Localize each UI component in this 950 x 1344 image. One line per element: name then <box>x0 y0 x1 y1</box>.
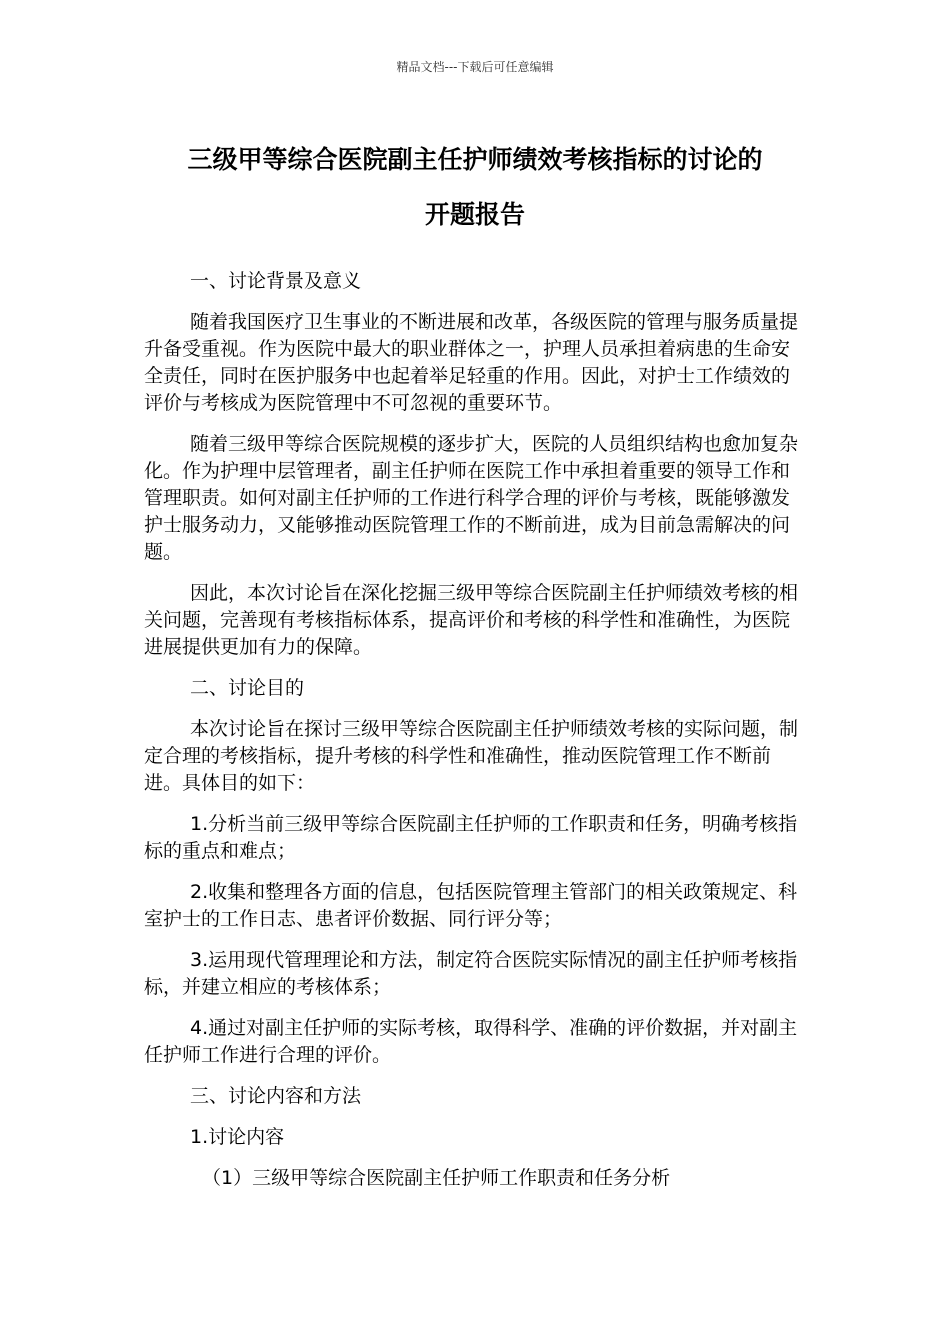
list-item: （1）三级甲等综合医院副主任护师工作职责和任务分析 <box>202 1167 671 1189</box>
sub-heading-content: 1.讨论内容 <box>190 1126 285 1148</box>
list-item: 1.分析当前三级甲等综合医院副主任护师的工作职责和任务，明确考核指标的重点和难点； <box>144 813 798 862</box>
document-title-line-1: 三级甲等综合医院副主任护师绩效考核指标的讨论的 <box>187 145 763 174</box>
paragraph: 随着三级甲等综合医院规模的逐步扩大，医院的人员组织结构也愈加复杂化。作为护理中层管理者，副主任护师在医院工作中承担着重要的领导工作和管理职责。如何对副主任护师的工作进行科学合理的评价与考核，既能够激发护士服务动力，又能够推动医院管理工作的不断前进，成为目前急需解决的问题。 <box>144 433 799 563</box>
paragraph: 因此，本次讨论旨在深化挖掘三级甲等综合医院副主任护师绩效考核的相关问题，完善现有考核指标体系，提高评价和考核的科学性和准确性，为医院进展提供更加有力的保障。 <box>144 582 799 658</box>
section-heading-content-method: 三、讨论内容和方法 <box>190 1085 362 1107</box>
list-item: 2.收集和整理各方面的信息，包括医院管理主管部门的相关政策规定、科室护士的工作日志、患者评价数据、同行评分等； <box>144 881 798 930</box>
list-item: 4.通过对副主任护师的实际考核，取得科学、准确的评价数据，并对副主任护师工作进行合理的评价。 <box>144 1017 798 1066</box>
section-heading-purpose: 二、讨论目的 <box>190 677 305 699</box>
list-item: 3.运用现代管理理论和方法，制定符合医院实际情况的副主任护师考核指标，并建立相应的考核体系； <box>144 949 798 998</box>
document-body <box>144 268 798 1206</box>
section-heading-background: 一、讨论背景及意义 <box>190 270 362 292</box>
paragraph: 本次讨论旨在探讨三级甲等综合医院副主任护师绩效考核的实际问题，制定合理的考核指标，提升考核的科学性和准确性，推动医院管理工作不断前进。具体目的如下： <box>144 718 799 794</box>
page-header-note: 精品文档---下载后可任意编辑 <box>396 60 554 74</box>
paragraph: 随着我国医疗卫生事业的不断进展和改革，各级医院的管理与服务质量提升备受重视。作为医院中最大的职业群体之一，护理人员承担着病患的生命安全责任，同时在医护服务中也起着举足轻重的作用。因此，对护士工作绩效的评价与考核成为医院管理中不可忽视的重要环节。 <box>144 311 799 414</box>
document-title-line-2: 开题报告 <box>424 200 525 229</box>
